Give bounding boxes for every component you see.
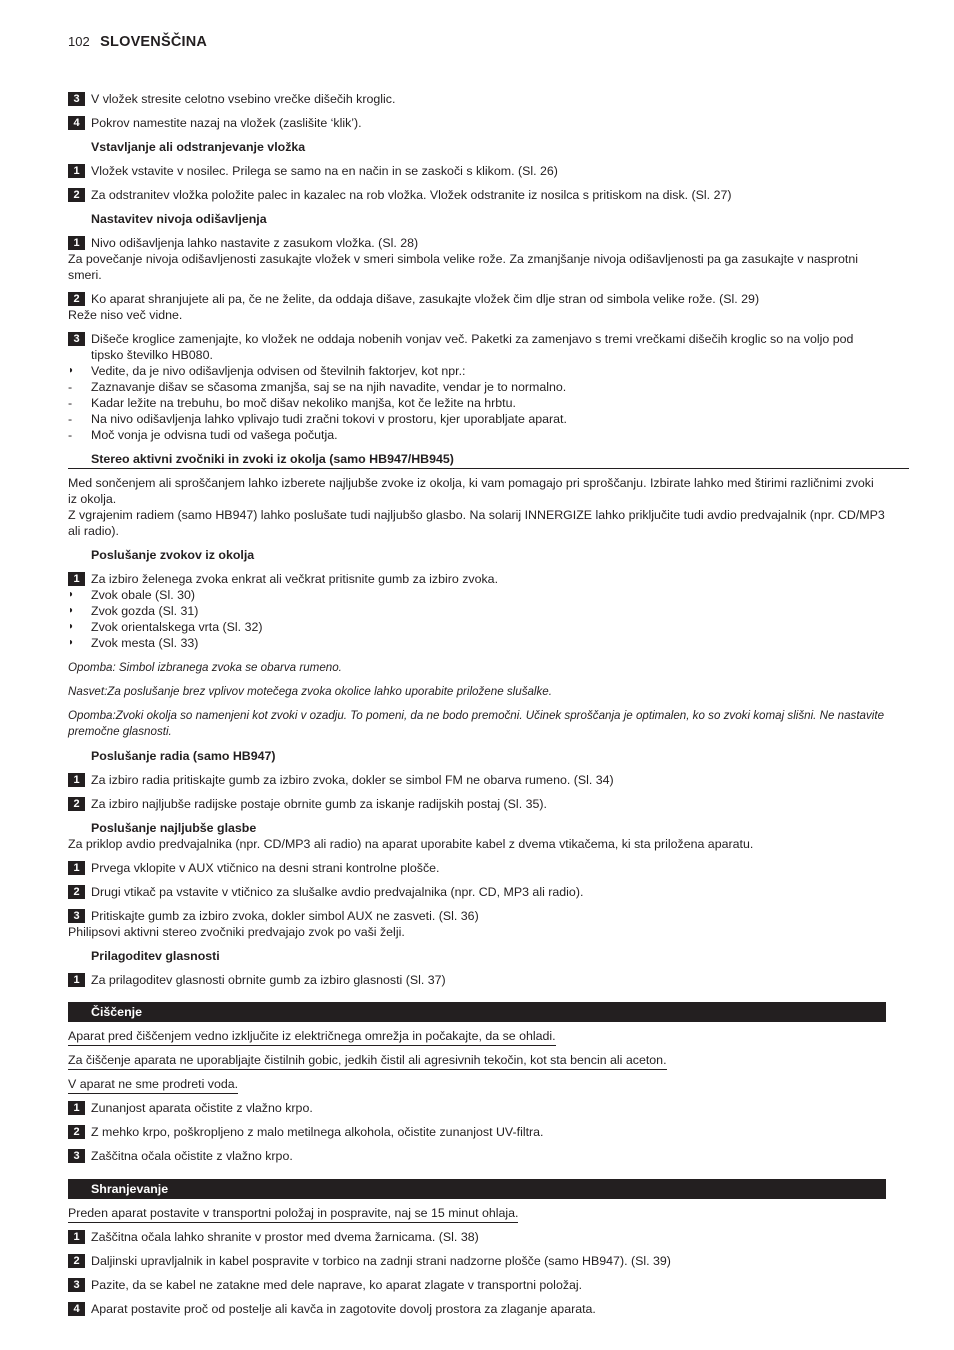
step-number: 1 (68, 861, 85, 875)
dash-text: Kadar ležite na trebuhu, bo moč dišav nekoliko manjša, kot če ležite na hrbtu. (91, 396, 516, 410)
step-text: Pritiskajte gumb za izbiro zvoka, dokler simbol AUX ne zasveti. (Sl. 36) (91, 909, 479, 923)
step-text: Pokrov namestite nazaj na vložek (zaslišite ‘klik’). (91, 116, 362, 130)
step-row (68, 860, 886, 876)
tip: Nasvet:Za poslušanje brez vplivov motečega zvoka okolice lahko uporabite priložene slušalke. (68, 685, 552, 698)
warning-text: Za čiščenje aparata ne uporabljajte čistilnih gobic, jedkih čistil ali agresivnih tekočin, kot sta bencin ali aceton. (68, 1052, 667, 1070)
bullet-icon: ◗ (68, 621, 75, 632)
language-title: SLOVENŠČINA (100, 34, 208, 50)
step-row (68, 187, 886, 203)
step-row (68, 115, 886, 131)
intro-paragraphs (68, 475, 886, 539)
step-text: Za izbiro radia pritiskajte gumb za izbiro zvoka, dokler se simbol FM ne obarva rumeno. (Sl. 34) (91, 773, 614, 787)
subheading-volume: Prilagoditev glasnosti (91, 949, 220, 963)
step-number: 1 (68, 1230, 85, 1244)
step-text: Drugi vtikač pa vstavite v vtičnico za slušalke avdio predvajalnika (npr. CD, MP3 ali radio). (91, 885, 584, 899)
step-row (68, 1301, 886, 1317)
step-row (68, 1229, 886, 1245)
step-number: 3 (68, 332, 85, 346)
dash-mark: - (68, 380, 73, 394)
paragraph: Med sončenjem ali sproščanjem lahko izberete najljubše zvoke iz okolja, ki vam pomagajo pri sproščanju. Izbirate lahko med štirimi različnimi zvoki iz okolja. (68, 476, 874, 506)
step-text: Dišeče kroglice zamenjajte, ko vložek ne oddaja nobenih vonjav več. Paketki za zamenjavo s tremi vrečkami dišečih kroglic so na voljo pod tipsko številko HB080. (91, 332, 854, 362)
paragraph: Za povečanje nivoja odišavljenosti zasukajte vložek v smeri simbola velike rože. Za zmanjšanje nivoja odišavljenosti pa ga zasukajte v nasprotni smeri. (68, 252, 858, 282)
bullet-text: Zvok mesta (Sl. 33) (91, 636, 199, 650)
step-number: 4 (68, 1302, 85, 1316)
step-row (68, 91, 886, 107)
step-number: 2 (68, 1254, 85, 1268)
bullet-text: Zvok orientalskega vrta (Sl. 32) (91, 620, 263, 634)
bullet-text: Zvok obale (Sl. 30) (91, 588, 195, 602)
warning-text: Aparat pred čiščenjem vedno izključite iz električnega omrežja in počakajte, da se ohladi. (68, 1028, 556, 1046)
step-number: 1 (68, 236, 85, 250)
step-row (68, 1277, 886, 1293)
step-row (68, 1100, 886, 1116)
warning (68, 1076, 886, 1094)
step-row (68, 1253, 886, 1269)
dash-text: Zaznavanje dišav se sčasoma zmanjša, saj se na njih navadite, vendar je to normalno. (91, 380, 567, 394)
step-number: 1 (68, 973, 85, 987)
dash-mark: - (68, 396, 73, 410)
step-row (68, 772, 886, 788)
subheading-insert: Vstavljanje ali odstranjevanje vložka (91, 140, 306, 154)
step-row (68, 571, 886, 651)
step-number: 3 (68, 1278, 85, 1292)
bullet-text: Vedite, da je nivo odišavljenja odvisen od številnih faktorjev, kot npr.: (91, 364, 466, 378)
warning-text: V aparat ne sme prodreti voda. (68, 1076, 238, 1094)
step-row (68, 796, 886, 812)
bullet-icon: ◗ (68, 605, 75, 616)
step-row (68, 1124, 886, 1140)
step-number: 1 (68, 773, 85, 787)
step-row (68, 163, 886, 179)
step-row (68, 908, 886, 940)
music-section (68, 820, 886, 852)
subheading-music: Poslušanje najljubše glasbe (91, 821, 257, 835)
step-row (68, 235, 886, 283)
step-number: 2 (68, 188, 85, 202)
step-text: Pazite, da se kabel ne zatakne med dele naprave, ko aparat zlagate v transportni položaj. (91, 1278, 583, 1292)
dash-text: Na nivo odišavljenja lahko vplivajo tudi zračni tokovi v prostoru, kjer uporabljate aparat. (91, 412, 567, 426)
step-text: Daljinski upravljalnik in kabel pospravite v torbico na zadnji strani nadzorne plošče (samo HB947). (Sl. 39) (91, 1254, 671, 1268)
step-text: Zaščitna očala lahko shranite v prostor med dvema žarnicama. (Sl. 38) (91, 1230, 479, 1244)
bullet-icon: ◗ (68, 365, 75, 376)
step-row (68, 972, 886, 988)
warning (68, 1028, 886, 1046)
step-number: 2 (68, 1125, 85, 1139)
step-text: Prvega vklopite v AUX vtičnico na desni strani kontrolne plošče. (91, 861, 440, 875)
paragraph: Philipsovi aktivni stereo zvočniki predvajajo zvok po vaši želji. (68, 925, 405, 939)
dash-mark: - (68, 428, 73, 442)
step-text: Za izbiro želenega zvoka enkrat ali večkrat pritisnite gumb za izbiro zvoka. (91, 572, 499, 586)
page-number: 102 (68, 34, 90, 49)
step-number: 3 (68, 1149, 85, 1163)
warning (68, 1205, 886, 1223)
step-number: 2 (68, 885, 85, 899)
step-text: Z mehko krpo, poškropljeno z malo metilnega alkohola, očistite zunanjost UV-filtra. (91, 1125, 544, 1139)
bullet-icon: ◗ (68, 637, 75, 648)
step-text: Za odstranitev vložka položite palec in kazalec na rob vložka. Vložek odstranite iz nosilca s pritiskom na disk. (Sl. 27) (91, 188, 732, 202)
dash-text: Moč vonja je odvisna tudi od vašega počutja. (91, 428, 338, 442)
step-text: Za prilagoditev glasnosti obrnite gumb za izbiro glasnosti (Sl. 37) (91, 973, 446, 987)
step-text: V vložek stresite celotno vsebino vrečke dišečih kroglic. (91, 92, 396, 106)
dash-mark: - (68, 412, 73, 426)
step-text: Za izbiro najljubše radijske postaje obrnite gumb za iskanje radijskih postaj (Sl. 35). (91, 797, 547, 811)
page-header (68, 33, 207, 53)
warning-text: Preden aparat postavite v transportni položaj in pospravite, naj se 15 minut ohlaja. (68, 1205, 518, 1223)
subheading-radio: Poslušanje radia (samo HB947) (91, 749, 276, 763)
step-text: Nivo odišavljenja lahko nastavite z zasukom vložka. (Sl. 28) (91, 236, 419, 250)
step-row (68, 884, 886, 900)
paragraph: Z vgrajenim radiem (samo HB947) lahko poslušate tudi najljubšo glasbo. Na solarij INNERGIZE lahko priključite tudi avdio predvajalnik (npr. CD/MP3 ali radio). (68, 508, 885, 538)
step-text: Zaščitna očala očistite z vlažno krpo. (91, 1149, 293, 1163)
section-bar-cleaning: Čiščenje (68, 1002, 886, 1022)
section-heading-stereo: Stereo aktivni zvočniki in zvoki iz okolja (samo HB947/HB945) (68, 451, 909, 469)
step-number: 2 (68, 292, 85, 306)
step-number: 1 (68, 1101, 85, 1115)
step-row (68, 1148, 886, 1164)
step-number: 4 (68, 116, 85, 130)
bullet-icon: ◗ (68, 589, 75, 600)
step-number: 3 (68, 92, 85, 106)
step-text: Zunanjost aparata očistite z vlažno krpo. (91, 1101, 313, 1115)
note: Opomba: Simbol izbranega zvoka se obarva rumeno. (68, 661, 342, 674)
step-number: 1 (68, 164, 85, 178)
step-number: 3 (68, 909, 85, 923)
bullet-text: Zvok gozda (Sl. 31) (91, 604, 199, 618)
step-text: Vložek vstavite v nosilec. Prilega se samo na en način in se zaskoči s klikom. (Sl. 26) (91, 164, 558, 178)
step-text: Aparat postavite proč od postelje ali kavča in zagotovite dovolj prostora za zlaganje aparata. (91, 1302, 596, 1316)
subheading-level: Nastavitev nivoja odišavljenja (91, 212, 267, 226)
warning (68, 1052, 886, 1070)
note: Opomba:Zvoki okolja so namenjeni kot zvoki v ozadju. To pomeni, da ne bodo premočni. Učinek sproščanja je optimalen, ko so zvoki komaj slišni. Ne nastavite premočne glasnosti. (68, 709, 885, 738)
section-bar-storage: Shranjevanje (68, 1179, 886, 1199)
step-row (68, 331, 886, 443)
paragraph: Reže niso več vidne. (68, 308, 183, 322)
step-text: Ko aparat shranjujete ali pa, če ne želite, da oddaja dišave, zasukajte vložek čim dlje stran od simbola velike rože. (Sl. 29) (91, 292, 760, 306)
step-number: 2 (68, 797, 85, 811)
subheading-listen: Poslušanje zvokov iz okolja (91, 548, 255, 562)
step-number: 1 (68, 572, 85, 586)
step-row (68, 291, 886, 323)
paragraph: Za priklop avdio predvajalnika (npr. CD/MP3 ali radio) na aparat uporabite kabel z dvema vtikačema, ki sta priložena aparatu. (68, 837, 754, 851)
